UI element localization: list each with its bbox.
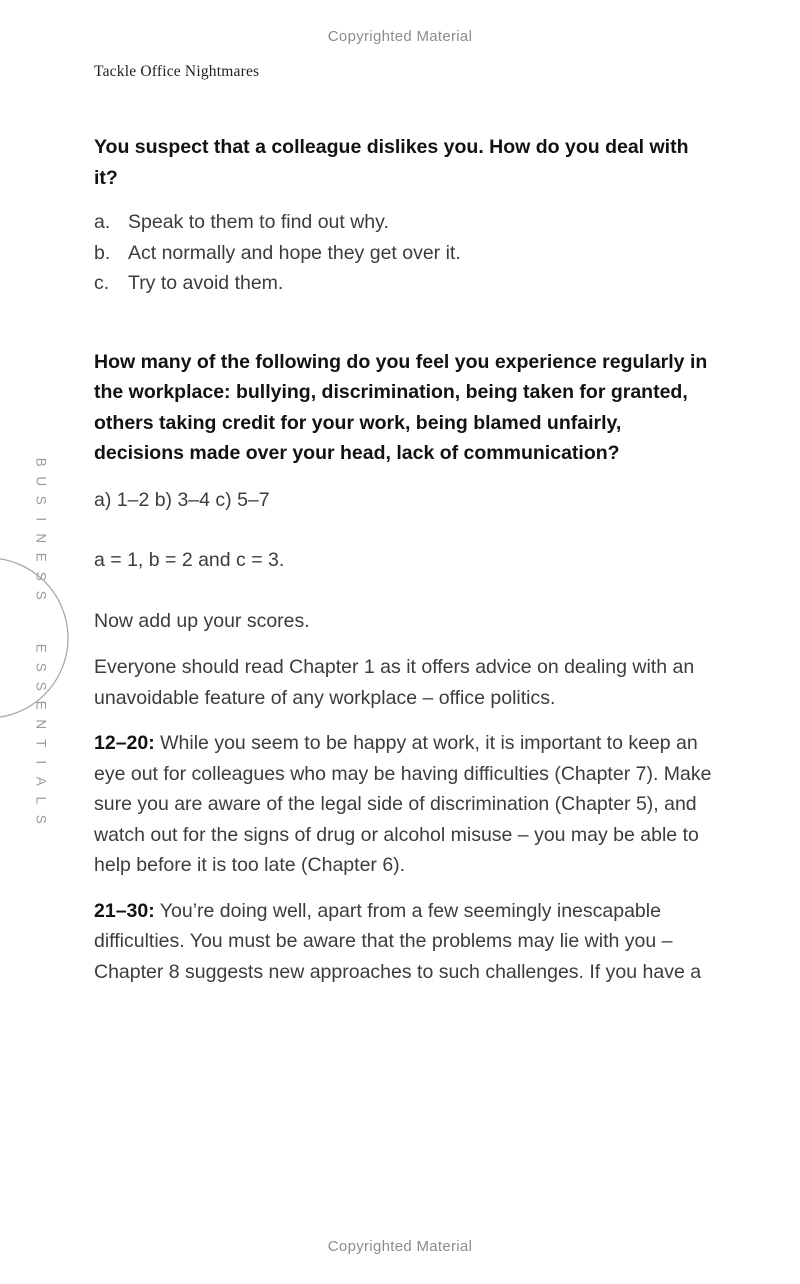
- option-a-label: a.: [94, 211, 111, 233]
- score-band-21-30: [94, 896, 714, 988]
- option-b: [94, 238, 714, 269]
- page-body: [94, 132, 714, 987]
- score-band-12-20: [94, 728, 714, 881]
- option-b-text: Act normally and hope they get over it.: [128, 241, 461, 264]
- option-a: [94, 207, 714, 238]
- option-c-label: c.: [94, 272, 110, 294]
- score-band-21-30-text: You’re doing well, apart from a few seemingly inescapable difficulties. You must be aware that the problems may lie with you – Chapter 8 suggests new approaches to such challenges. If you have a: [94, 899, 702, 983]
- question-2-options-line: a) 1–2 b) 3–4 c) 5–7: [94, 488, 270, 511]
- score-band-21-30-range: 21–30:: [94, 899, 155, 922]
- option-c: [94, 268, 714, 299]
- option-a-text: Speak to them to find out why.: [128, 211, 389, 233]
- score-values-line: a = 1, b = 2 and c = 3.: [94, 549, 285, 571]
- spine-text: B U S I N E S S E S S E N T I A L S: [33, 457, 49, 825]
- question-1-options: [94, 207, 714, 299]
- option-b-label: b.: [94, 241, 111, 264]
- running-header: Tackle Office Nightmares: [94, 63, 260, 80]
- scoring-intro-paragraph: Everyone should read Chapter 1 as it offers advice on dealing with an unavoidable feature of any workplace – office politics.: [94, 656, 695, 709]
- question-1-heading: You suspect that a colleague dislikes you. How do you deal with it?: [94, 136, 689, 189]
- score-band-12-20-text: While you seem to be happy at work, it is important to keep an eye out for colleagues who may be having difficulties (Chapter 7). Make sure you are aware of the legal side of discrimination (Chapter 5), and watch out for the signs of drug or alcohol misuse – you may be able to help before it is too late (Chapter 6).: [94, 732, 712, 876]
- question-2-heading: How many of the following do you feel you experience regularly in the workplace: bullying, discrimination, being taken for granted, others taking credit for your work, being blamed unfairly, decisions made over your head, lack of communication?: [94, 350, 708, 464]
- copyright-notice-top: Copyrighted Material: [327, 28, 473, 45]
- option-c-text: Try to avoid them.: [128, 272, 284, 294]
- score-band-12-20-range: 12–20:: [94, 732, 155, 754]
- copyright-notice-bottom: Copyrighted Material: [327, 1238, 473, 1255]
- score-instruction: Now add up your scores.: [94, 609, 310, 632]
